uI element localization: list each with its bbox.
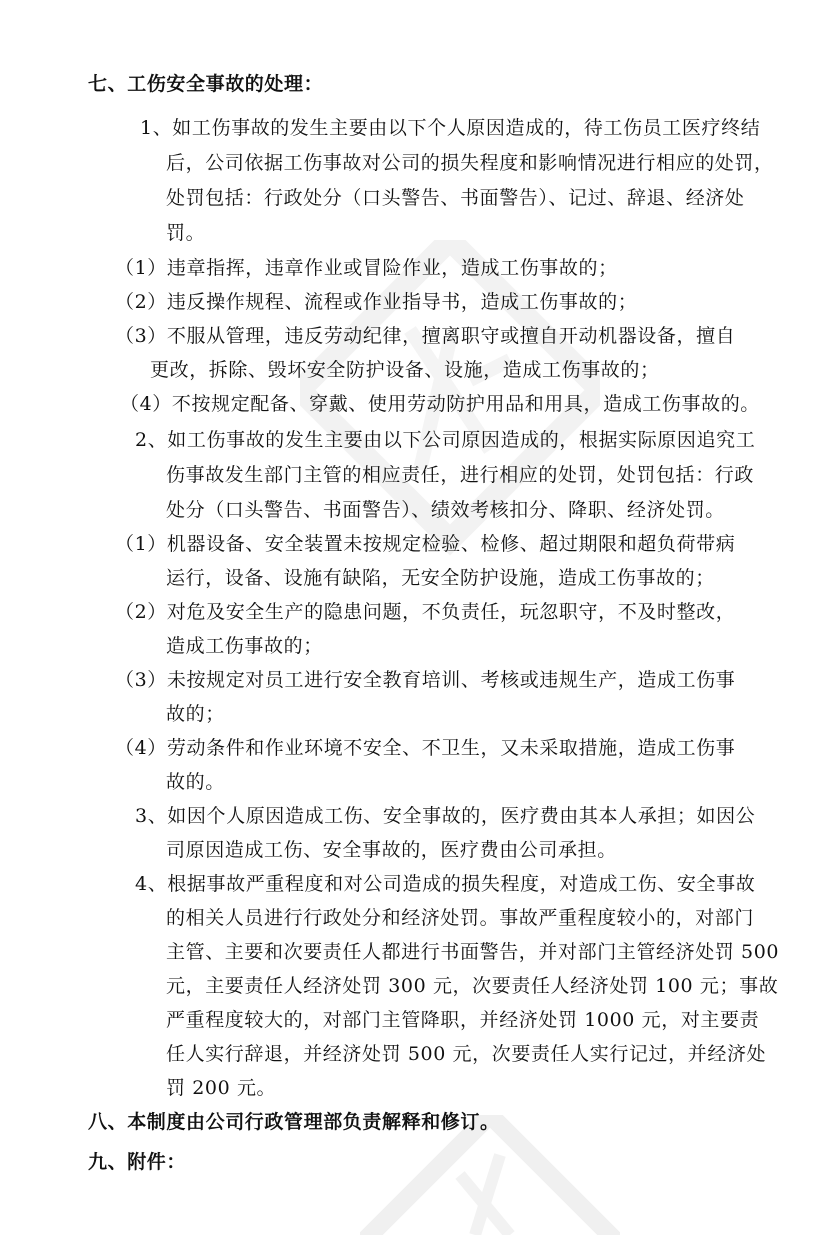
item-2-sub-1-line-2: 运行，设备、设施有缺陷，无安全防护设施，造成工伤事故的； xyxy=(166,567,715,589)
item-4-line-5: 严重程度较大的，对部门主管降职，并经济处罚 1000 元，对主要责 xyxy=(166,1009,760,1031)
item-4-line-2: 的相关人员进行行政处分和经济处罚。事故严重程度较小的，对部门 xyxy=(166,907,755,929)
item-1-line-2: 后，公司依据工伤事故对公司的损失程度和影响情况进行相应的处罚， xyxy=(166,152,774,174)
item-2-line-3: 处分（口头警告、书面警告）、绩效考核扣分、降职、经济处罚。 xyxy=(166,499,725,521)
item-1-line-1: 1、如工伤事故的发生主要由以下个人原因造成的，待工伤员工医疗终结 xyxy=(140,117,761,139)
item-4-line-6: 任人实行辞退，并经济处罚 500 元，次要责任人实行记过，并经济处 xyxy=(166,1043,767,1065)
item-1-sub-3-line-2: 更改，拆除、毁坏安全防护设备、设施，造成工伤事故的； xyxy=(150,359,660,381)
item-3-line-1: 3、如因个人原因造成工伤、安全事故的，医疗费由其本人承担；如因公 xyxy=(135,805,756,827)
item-2-sub-1-line-1: （1）机器设备、安全装置未按规定检验、检修、超过期限和超负荷带病 xyxy=(115,533,736,555)
item-2-sub-2-line-1: （2）对危及安全生产的隐患问题，不负责任，玩忽职守，不及时整改， xyxy=(115,601,736,623)
item-1-sub-1: （1）违章指挥，违章作业或冒险作业，造成工伤事故的； xyxy=(115,257,618,279)
section-8-heading: 八、本制度由公司行政管理部负责解释和修订。 xyxy=(88,1111,500,1133)
section-7-heading: 七、工伤安全事故的处理： xyxy=(88,73,324,95)
item-2-sub-3-line-2: 故的； xyxy=(166,703,225,725)
item-2-sub-3-line-1: （3）未按规定对员工进行安全教育培训、考核或违规生产，造成工伤事 xyxy=(115,669,736,691)
item-1-sub-3-line-1: （3）不服从管理，违反劳动纪律，擅离职守或擅自开动机器设备，擅自 xyxy=(115,325,736,347)
section-9-heading: 九、附件： xyxy=(88,1151,187,1173)
item-2-sub-2-line-2: 造成工伤事故的； xyxy=(166,635,323,657)
item-2-sub-4-line-1: （4）劳动条件和作业环境不安全、不卫生，又未采取措施，造成工伤事 xyxy=(115,737,736,759)
item-4-line-1: 4、根据事故严重程度和对公司造成的损失程度，对造成工伤、安全事故 xyxy=(135,873,756,895)
item-4-line-4: 元，主要责任人经济处罚 300 元，次要责任人经济处罚 100 元；事故 xyxy=(166,975,779,997)
item-2-line-1: 2、如工伤事故的发生主要由以下公司原因造成的，根据实际原因追究工 xyxy=(135,429,756,451)
item-1-sub-4: （4）不按规定配备、穿戴、使用劳动防护用品和用具，造成工伤事故的。 xyxy=(120,393,760,415)
item-2-sub-4-line-2: 故的。 xyxy=(166,771,225,793)
item-1-line-4: 罚。 xyxy=(166,222,206,244)
item-4-line-3: 主管、主要和次要责任人都进行书面警告，并对部门主管经济处罚 500 xyxy=(166,941,780,963)
item-2-line-2: 伤事故发生部门主管的相应责任，进行相应的处罚，处罚包括：行政 xyxy=(166,464,755,486)
item-4-line-7: 罚 200 元。 xyxy=(166,1077,277,1099)
item-3-line-2: 司原因造成工伤、安全事故的，医疗费由公司承担。 xyxy=(166,839,617,861)
item-1-line-3: 处罚包括：行政处分（口头警告、书面警告）、记过、辞退、经济处 xyxy=(166,187,745,209)
item-1-sub-2: （2）违反操作规程、流程或作业指导书，造成工伤事故的； xyxy=(115,291,638,313)
